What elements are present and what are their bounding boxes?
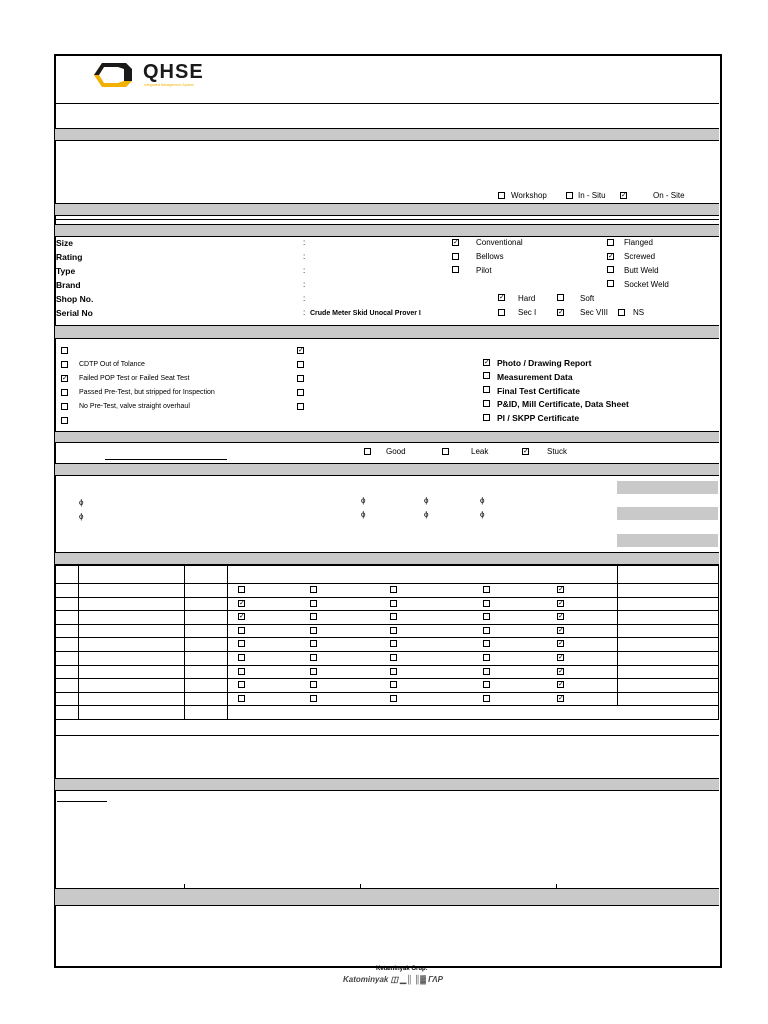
inspection-checkbox[interactable]: ✓ — [239, 599, 245, 607]
reason-checkbox[interactable] — [61, 417, 68, 424]
inspection-checkbox[interactable] — [483, 695, 490, 702]
hexagon-logo-icon — [88, 59, 140, 91]
section-band — [55, 888, 719, 906]
colon: : — [303, 266, 306, 275]
design-label: Bellows — [476, 252, 504, 261]
inspection-checkbox[interactable] — [390, 586, 397, 593]
attachment-checkbox[interactable]: ✓ — [484, 359, 490, 366]
inspection-checkbox[interactable] — [238, 640, 245, 647]
inspection-checkbox[interactable] — [310, 627, 317, 634]
inspection-table — [55, 565, 719, 720]
table-rule — [55, 624, 719, 625]
reason-label: Failed POP Test or Failed Seat Test — [79, 375, 190, 382]
reason-middle-checkbox[interactable] — [297, 389, 304, 396]
attachment-checkbox[interactable] — [483, 400, 490, 407]
inspection-checkbox[interactable] — [483, 681, 490, 688]
inspection-checkbox[interactable] — [310, 586, 317, 593]
connection-checkbox[interactable] — [607, 266, 614, 273]
valve-field-label: Type — [56, 266, 76, 276]
inspection-checkbox[interactable]: ✓ — [558, 599, 564, 607]
inspection-checkbox[interactable] — [390, 695, 397, 702]
inspection-checkbox[interactable] — [390, 600, 397, 607]
location-checkbox[interactable]: ✓ — [621, 192, 627, 199]
phi-symbol: ϕ — [480, 510, 485, 519]
phi-symbol: ϕ — [361, 496, 366, 505]
logo-tagline: Integrated Management System — [144, 83, 194, 87]
section-band — [55, 463, 719, 476]
table-rule — [55, 583, 719, 584]
code-checkbox[interactable] — [498, 309, 505, 316]
seat-label: Soft — [580, 294, 595, 303]
inspection-checkbox[interactable]: ✓ — [239, 613, 245, 621]
connection-checkbox[interactable] — [607, 280, 614, 287]
reason-checkbox[interactable] — [61, 389, 68, 396]
inspection-checkbox[interactable]: ✓ — [558, 694, 564, 702]
design-label: Pilot — [476, 266, 492, 275]
inspection-checkbox[interactable] — [238, 668, 245, 675]
shaded-cell — [617, 534, 718, 547]
section-band — [55, 203, 719, 216]
inspection-checkbox[interactable]: ✓ — [558, 681, 564, 689]
attachment-label: P&ID, Mill Certificate, Data Sheet — [497, 399, 629, 409]
reason-middle-checkbox[interactable] — [297, 403, 304, 410]
pretest-label: Leak — [471, 447, 489, 456]
inspection-checkbox[interactable] — [238, 627, 245, 634]
shaded-cell — [617, 481, 718, 494]
reason-label: CDTP Out of Tolance — [79, 361, 145, 368]
inspection-checkbox[interactable]: ✓ — [558, 586, 564, 593]
inspection-checkbox[interactable] — [238, 586, 245, 593]
section-band — [55, 224, 719, 237]
phi-symbol: ϕ — [424, 496, 429, 505]
table-rule — [55, 705, 719, 706]
inspection-checkbox[interactable] — [238, 654, 245, 661]
inspection-checkbox[interactable] — [310, 600, 317, 607]
footer-logos: Katominyak ◫ ▁║ ║▓ ΓΛΡ — [343, 975, 443, 984]
table-rule — [55, 719, 719, 720]
inspection-checkbox[interactable]: ✓ — [558, 640, 564, 648]
logo-brand: QHSE — [143, 61, 204, 83]
attachment-checkbox[interactable] — [483, 372, 490, 379]
connection-checkbox[interactable] — [607, 239, 614, 246]
inspection-checkbox[interactable] — [483, 668, 490, 675]
pretest-checkbox[interactable] — [364, 448, 371, 455]
attachment-label: PI / SKPP Certificate — [497, 413, 580, 423]
attachment-label: Photo / Drawing Report — [497, 358, 592, 368]
design-checkbox[interactable] — [452, 266, 459, 273]
attachment-checkbox[interactable] — [483, 414, 490, 421]
footer-caption: Ketaminyak Grup: — [376, 966, 428, 972]
inspection-checkbox[interactable] — [483, 600, 490, 607]
inspection-checkbox[interactable] — [238, 681, 245, 688]
colon: : — [303, 252, 306, 261]
phi-symbol: ϕ — [424, 510, 429, 519]
table-column-rule — [227, 565, 228, 719]
connection-label: Screwed — [624, 252, 656, 261]
table-rule — [55, 665, 719, 666]
section-band — [55, 325, 719, 339]
phi-symbol: ϕ — [79, 512, 84, 521]
rule — [55, 735, 719, 736]
phi-symbol: ϕ — [361, 510, 366, 519]
serial-no-value: Crude Meter Skid Unocal Prover I — [310, 310, 421, 317]
pretest-checkbox[interactable] — [442, 448, 449, 455]
table-column-rule — [617, 565, 618, 705]
attachment-label: Final Test Certificate — [497, 386, 580, 396]
section-band — [55, 431, 719, 443]
section-band — [55, 128, 719, 141]
inspection-checkbox[interactable] — [483, 627, 490, 634]
table-column-rule — [78, 565, 79, 719]
code-label: Sec VIII — [580, 308, 609, 317]
table-rule — [55, 565, 719, 566]
location-checkbox[interactable] — [498, 192, 505, 199]
location-label: In - Situ — [578, 191, 606, 200]
reason-checkbox[interactable] — [61, 347, 68, 354]
inspection-checkbox[interactable] — [310, 668, 317, 675]
connection-label: Socket Weld — [624, 280, 669, 289]
attachment-label: Measurement Data — [497, 372, 573, 382]
inspection-checkbox[interactable] — [310, 640, 317, 647]
code-label: Sec I — [518, 308, 537, 317]
attachment-checkbox[interactable] — [483, 386, 490, 393]
table-rule — [55, 651, 719, 652]
inspection-checkbox[interactable] — [390, 654, 397, 661]
section-band — [55, 552, 719, 565]
pretest-label: Stuck — [547, 447, 568, 456]
table-column-rule — [184, 565, 185, 719]
qhse-logo — [88, 59, 208, 91]
inspection-checkbox[interactable] — [310, 695, 317, 702]
inspection-checkbox[interactable] — [310, 613, 317, 620]
inspection-checkbox[interactable] — [238, 695, 245, 702]
reason-label: No Pre-Test, valve straight overhaul — [79, 403, 190, 410]
underline-field — [57, 801, 107, 802]
shaded-cell — [617, 507, 718, 520]
table-column-rule — [55, 565, 56, 719]
seat-label: Hard — [518, 294, 536, 303]
design-checkbox[interactable] — [452, 253, 459, 260]
code-label: NS — [633, 308, 645, 317]
inspection-checkbox[interactable]: ✓ — [558, 613, 564, 621]
table-rule — [55, 678, 719, 679]
section-band — [55, 778, 719, 791]
rule — [55, 219, 719, 220]
valve-field-label: Size — [56, 238, 74, 248]
inspection-checkbox[interactable]: ✓ — [558, 654, 564, 661]
reason-middle-checkbox[interactable] — [297, 361, 304, 368]
reason-checkbox[interactable]: ✓ — [62, 375, 68, 382]
valve-field-label: Rating — [56, 252, 83, 262]
inspection-checkbox[interactable] — [483, 586, 490, 593]
inspection-checkbox[interactable] — [310, 654, 317, 661]
inspection-checkbox[interactable] — [483, 654, 490, 661]
colon: : — [303, 308, 306, 317]
colon: : — [303, 294, 306, 303]
inspection-checkbox[interactable] — [390, 681, 397, 688]
reason-middle-checkbox[interactable]: ✓ — [298, 347, 304, 354]
pretest-checkbox[interactable]: ✓ — [523, 448, 529, 455]
connection-label: Butt Weld — [624, 266, 659, 275]
reason-checkbox[interactable] — [61, 361, 68, 368]
inspection-checkbox[interactable] — [390, 627, 397, 634]
inspection-checkbox[interactable] — [390, 640, 397, 647]
connection-label: Flanged — [624, 238, 653, 247]
seat-checkbox[interactable]: ✓ — [499, 294, 505, 301]
colon: : — [303, 280, 306, 289]
underline-field — [105, 459, 227, 460]
rule — [55, 103, 719, 104]
location-label: Workshop — [511, 191, 547, 200]
table-rule — [55, 637, 719, 638]
reason-middle-checkbox[interactable] — [297, 375, 304, 382]
table-column-rule — [718, 565, 719, 719]
inspection-checkbox[interactable] — [483, 640, 490, 647]
inspection-checkbox[interactable] — [390, 668, 397, 675]
reason-checkbox[interactable] — [61, 403, 68, 410]
code-checkbox[interactable]: ✓ — [558, 309, 564, 316]
inspection-checkbox[interactable] — [483, 613, 490, 620]
location-checkbox[interactable] — [566, 192, 573, 199]
valve-field-label: Brand — [56, 280, 81, 290]
valve-field-label: Shop No. — [56, 294, 94, 304]
seat-checkbox[interactable] — [557, 294, 564, 301]
table-rule — [55, 610, 719, 611]
design-checkbox[interactable]: ✓ — [453, 239, 459, 246]
location-label: On - Site — [653, 191, 685, 200]
phi-symbol: ϕ — [79, 498, 84, 507]
colon: : — [303, 238, 306, 247]
pretest-label: Good — [386, 447, 406, 456]
table-rule — [55, 692, 719, 693]
reason-label: Passed Pre-Test, but stripped for Inspection — [79, 389, 215, 396]
inspection-checkbox[interactable]: ✓ — [558, 667, 564, 675]
valve-field-label: Serial No — [56, 308, 93, 318]
inspection-checkbox[interactable]: ✓ — [558, 626, 564, 634]
inspection-checkbox[interactable] — [310, 681, 317, 688]
table-rule — [55, 597, 719, 598]
inspection-checkbox[interactable] — [390, 613, 397, 620]
phi-symbol: ϕ — [480, 496, 485, 505]
design-label: Conventional — [476, 238, 523, 247]
connection-checkbox[interactable]: ✓ — [608, 253, 614, 260]
code-checkbox[interactable] — [618, 309, 625, 316]
